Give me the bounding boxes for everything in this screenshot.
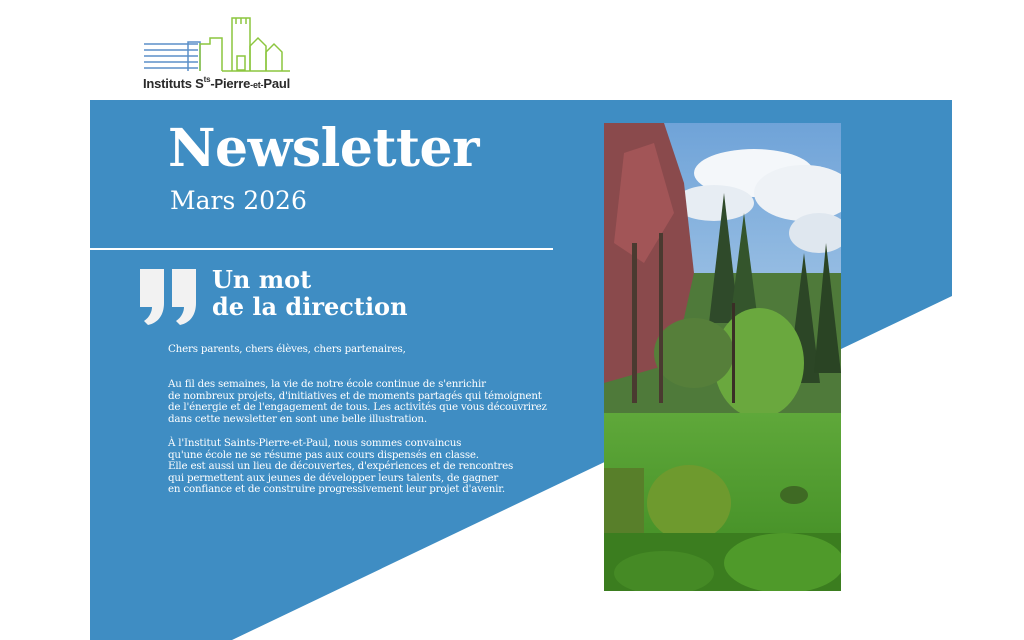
issue-date: Mars 2026 [170, 186, 307, 215]
letter-paragraph-1 [168, 379, 547, 425]
section-heading-line1: Un mot [212, 265, 312, 294]
paragraph-line: qui permettent aux jeunes de développer leurs talents, de gagner [168, 471, 499, 484]
divider-line [90, 248, 553, 250]
paragraph-line: qu'une école ne se résume pas aux cours dispensés en classe. [168, 448, 479, 461]
paragraph-line: de nombreux projets, d'initiatives et de moments partagés qui témoignent [168, 389, 542, 402]
logo-wordmark: Instituts $S^{ts}-Pierre-et$-Paul [143, 75, 291, 91]
section-heading [212, 266, 408, 320]
paragraph-line: en confiance et de construire progressivement leur projet d'avenir. [168, 483, 505, 496]
letter-greeting: Chers parents, chers élèves, chers partenaires, [168, 343, 406, 355]
paragraph-line: de l'énergie et de l'engagement de tous. Les activités que vous découvrirez [168, 401, 547, 414]
garden-photo [604, 123, 841, 591]
paragraph-line: dans cette newsletter en sont une belle illustration. [168, 412, 427, 425]
paragraph-line: Au fil des semaines, la vie de notre école continue de s'enrichir [168, 378, 486, 390]
paragraph-line: Elle est aussi un lieu de découvertes, d'expériences et de rencontres [168, 460, 514, 473]
paragraph-line: À l'Institut Saints-Pierre-et-Paul, nous sommes convaincus [168, 437, 462, 449]
letter-paragraph-2 [168, 438, 513, 496]
section-heading-line2: de la direction [212, 292, 408, 321]
newsletter-title: Newsletter [168, 118, 480, 179]
quote-icon [138, 267, 200, 327]
